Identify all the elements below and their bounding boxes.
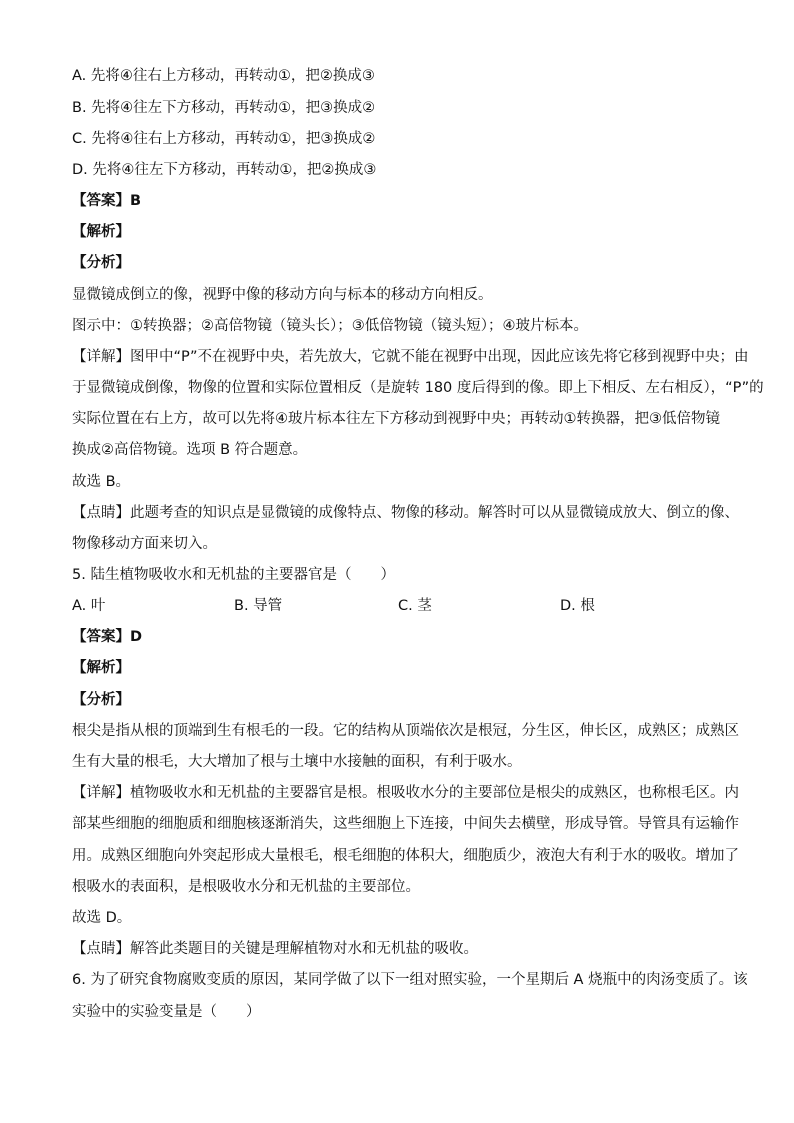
q5-option-b: B. 导管: [234, 598, 283, 614]
q6-question-line-1: 6. 为了研究食物腐败变质的原因，某同学做了以下一组对照实验，一个星期后 A 烧瓶中的肉汤变质了。该: [72, 972, 748, 988]
q4-option-c: C. 先将④往右上方移动，再转动①，把③换成②: [72, 131, 376, 147]
q4-detail-line-3: 实际位置在右上方，故可以先将④玻片标本往左下方移动到视野中央；再转动①转换器，把③低倍物镜: [72, 411, 720, 427]
q5-analysis-line-2: 生有大量的根毛，大大增加了根与土壤中水接触的面积，有利于吸水。: [72, 754, 522, 770]
q4-jiexi-heading: 【解析】: [72, 224, 130, 240]
q5-detail-line-2: 部某些细胞的细胞质和细胞核逐渐消失，这些细胞上下连接，中间失去横壁，形成导管。导管具有运输作: [72, 816, 739, 832]
q5-question: 5. 陆生植物吸收水和无机盐的主要器官是（ ）: [72, 567, 395, 583]
q5-detail-line-4: 根吸水的表面积，是根吸收水分和无机盐的主要部位。: [72, 879, 420, 895]
q4-detail-line-2: 于显微镜成倒像，物像的位置和实际位置相反（是旋转 180 度后得到的像。即上下相反、左右相反），“P”的: [72, 380, 764, 396]
q4-analysis-line-2: 图示中：①转换器；②高倍物镜（镜头长）；③低倍物镜（镜头短）；④玻片标本。: [72, 318, 588, 334]
q5-option-a: A. 叶: [72, 598, 106, 614]
q4-analysis-line-1: 显微镜成倒立的像，视野中像的移动方向与标本的移动方向相反。: [72, 287, 493, 303]
q5-analysis-line-1: 根尖是指从根的顶端到生有根毛的一段。它的结构从顶端依次是根冠，分生区，伸长区，成熟区；成熟区: [72, 723, 739, 739]
q5-option-d: D. 根: [560, 598, 595, 614]
q4-comment-line-2: 物像移动方面来切入。: [72, 536, 217, 552]
q4-fenxi-heading: 【分析】: [72, 255, 130, 271]
q5-choose: 故选 D。: [72, 910, 132, 926]
q5-detail-line-1: 【详解】植物吸收水和无机盐的主要器官是根。根吸收水分的主要部位是根尖的成熟区，也称根毛区。内: [72, 785, 739, 801]
q4-option-b: B. 先将④往左下方移动，再转动①，把③换成②: [72, 100, 376, 116]
q4-comment-line-1: 【点睛】此题考查的知识点是显微镜的成像特点、物像的移动。解答时可以从显微镜成放大、倒立的像、: [72, 505, 739, 521]
q4-option-d: D. 先将④往左下方移动，再转动①，把②换成③: [72, 162, 377, 178]
q6-question-line-2: 实验中的实验变量是（ ）: [72, 1004, 261, 1020]
q5-option-c: C. 茎: [398, 598, 432, 614]
q4-detail-line-4: 换成②高倍物镜。选项 B 符合题意。: [72, 442, 308, 458]
q5-jiexi-heading: 【解析】: [72, 660, 130, 676]
q5-detail-line-3: 用。成熟区细胞向外突起形成大量根毛，根毛细胞的体积大，细胞质少，液泡大有利于水的吸收。增加了: [72, 848, 739, 864]
q4-detail-line-1: 【详解】图甲中“P”不在视野中央，若先放大，它就不能在视野中出现，因此应该先将它移到视野中央；由: [72, 349, 749, 365]
q5-answer: 【答案】D: [72, 629, 143, 645]
q4-answer: 【答案】B: [72, 193, 142, 209]
q5-fenxi-heading: 【分析】: [72, 692, 130, 708]
q4-option-a: A. 先将④往右上方移动，再转动①，把②换成③: [72, 68, 375, 84]
q5-comment: 【点睛】解答此类题目的关键是理解植物对水和无机盐的吸收。: [72, 941, 478, 957]
q4-choose: 故选 B。: [72, 474, 131, 490]
